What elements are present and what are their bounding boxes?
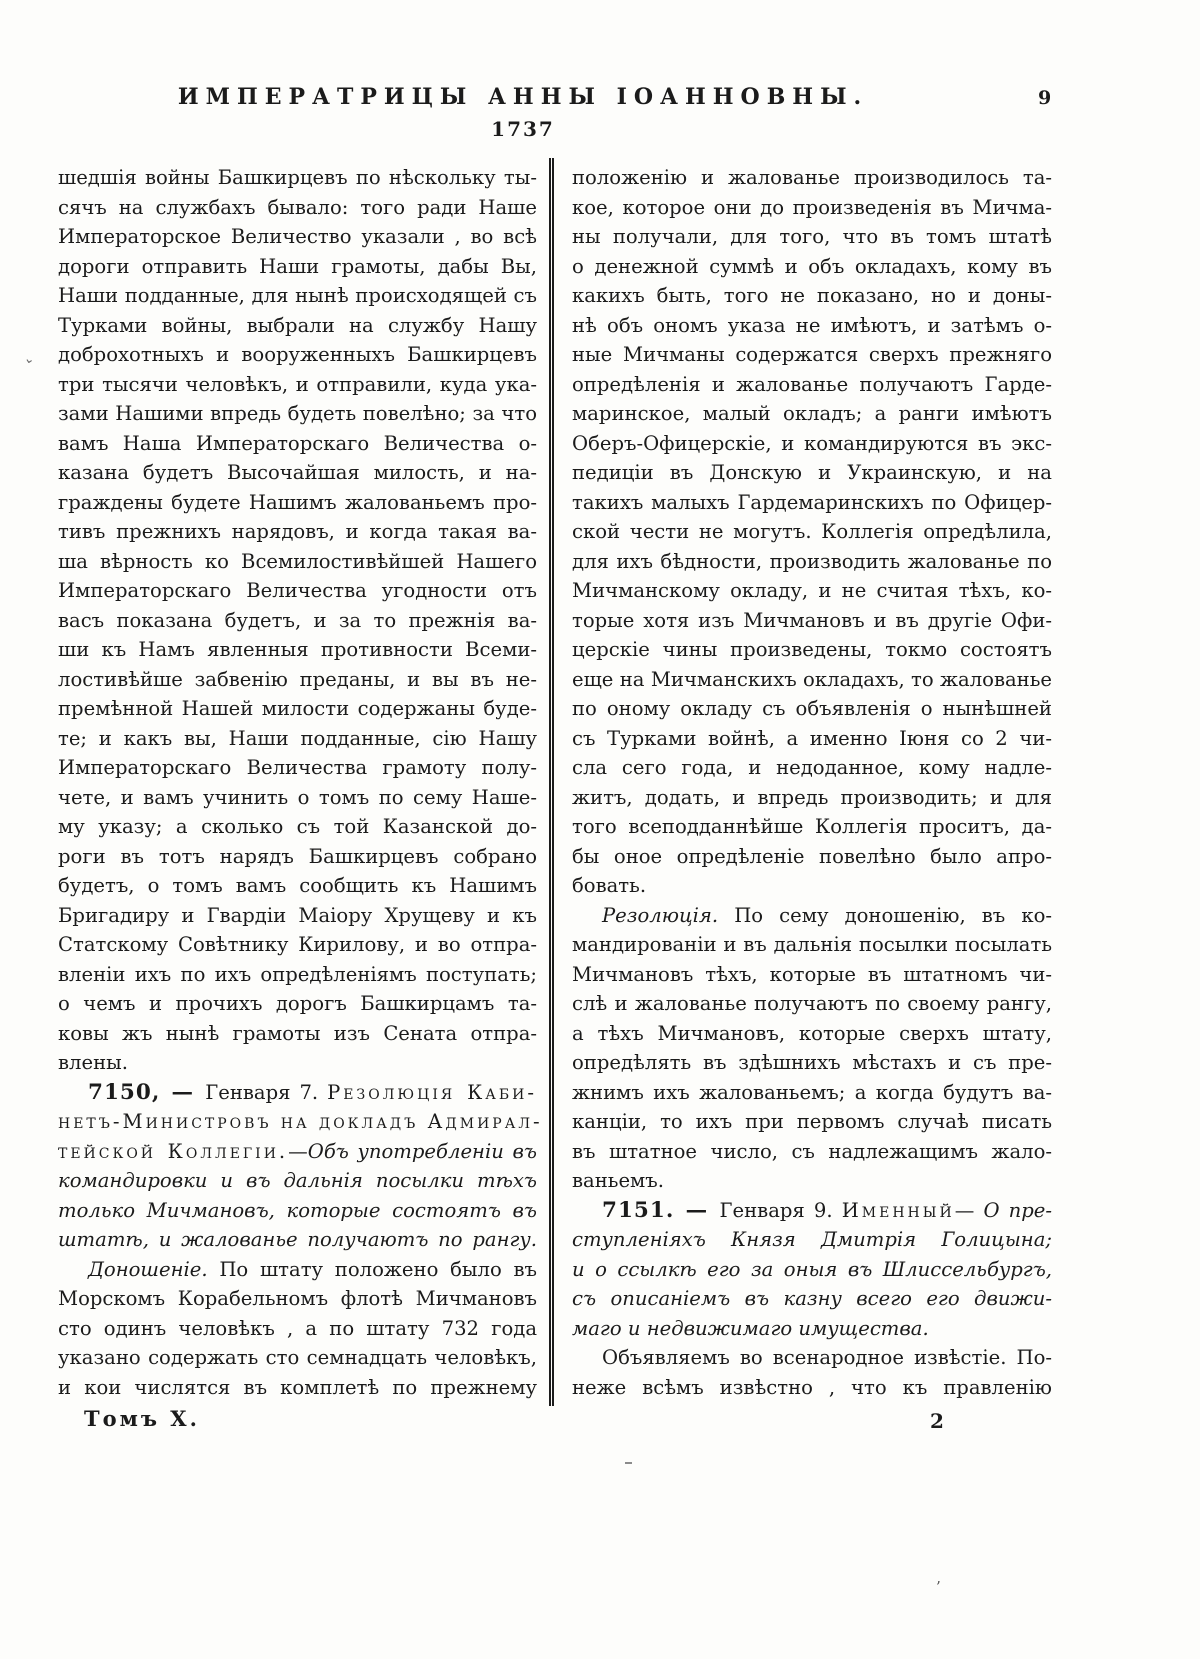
body-text: вамъ Наша Императорскаго Величества о- [58, 431, 537, 455]
body-text: те; и какъ вы, Наши подданные, сію Нашу [58, 726, 537, 750]
text-line [572, 1078, 1052, 1108]
text-line [572, 1019, 1052, 1049]
body-text: влены. [58, 1051, 128, 1074]
body-text: Оберъ-Офицерскіе, и командируются въ экс- [572, 431, 1052, 455]
text-line [572, 340, 1052, 370]
body-text: граждены будете Нашимъ жалованьемъ про- [58, 490, 537, 514]
text-line [572, 1314, 1052, 1344]
text-line [572, 281, 1052, 311]
italic-text: съ описаніемъ въ казну всего его движи- [572, 1287, 1052, 1310]
body-text: Турками войны, выбрали на службу Нашу [58, 313, 537, 337]
body-text: канціи, то ихъ при первомъ случаѣ писать [572, 1110, 1052, 1133]
text-line [572, 665, 1052, 695]
text-line [58, 1196, 537, 1226]
text-line [58, 163, 537, 193]
body-text: Императорскаго Величества грамоту полу- [58, 756, 537, 779]
body-text: Морскомъ Корабельномъ флотѣ Мичмановъ [58, 1287, 537, 1310]
text-line [58, 930, 537, 960]
text-line [58, 753, 537, 783]
text-line [58, 1078, 537, 1108]
text-line [58, 576, 537, 606]
entry-number: 7150, — [88, 1079, 206, 1105]
text-line [572, 606, 1052, 636]
text-line [58, 606, 537, 636]
body-text: жнимъ ихъ жалованьемъ; а когда будутъ ва- [572, 1080, 1052, 1104]
text-line [58, 252, 537, 282]
body-text: бы оное опредѣленіе повелѣно было апро- [572, 844, 1052, 868]
body-text: маринское, малый окладъ; а ранги имѣютъ [572, 402, 1052, 425]
body-text: церскіе чины произведены, токмо состоятъ [572, 638, 1052, 661]
text-line [58, 635, 537, 665]
text-line [572, 842, 1052, 872]
text-line [572, 930, 1052, 960]
volume-footer: Томъ X. [84, 1406, 200, 1431]
body-text: лостивѣйше забвенію преданы, и вы въ не- [58, 667, 537, 691]
italic-text: командировки и въ дальнія посылки тѣхъ [58, 1169, 537, 1192]
text-line [58, 694, 537, 724]
text-line [572, 1225, 1052, 1255]
body-text: Императорское Величество указали , во всѣ [58, 225, 537, 248]
body-text: Генваря 9. [719, 1198, 842, 1222]
text-line [572, 783, 1052, 813]
year-heading: 1737 [491, 117, 555, 141]
running-header: ИМПЕРАТРИЦЫ АННЫ ІОАННОВНЫ. [177, 84, 869, 110]
text-line [58, 1255, 537, 1285]
body-text: шедшія войны Башкирцевъ по нѣскольку ты- [58, 166, 537, 189]
body-text: — [954, 1198, 984, 1222]
body-text: васъ показана будетъ, и за то прежнія ва- [58, 608, 537, 632]
body-text: зами Нашими впредь будеть повелѣно; за что [58, 402, 537, 425]
text-line [58, 842, 537, 872]
text-line [58, 1343, 537, 1373]
body-text: роги въ тотъ нарядъ Башкирцевъ собрано [58, 844, 537, 868]
text-line [58, 429, 537, 459]
body-text: нѣ объ ономъ указа не имѣютъ, и затѣмъ о- [572, 313, 1052, 337]
left-column-text [58, 163, 543, 1402]
text-line [58, 812, 537, 842]
text-line [572, 1048, 1052, 1078]
body-text: вленіи ихъ по ихъ опредѣленіямъ поступать; [58, 962, 537, 986]
column-divider [549, 158, 554, 1406]
text-line [58, 458, 537, 488]
body-text: ные Мичманы содержатся сверхъ прежняго [572, 343, 1052, 366]
body-text: ши къ Намъ явленныя противности Всеми- [58, 638, 537, 661]
body-text: сла сего года, и недоданное, кому надле- [572, 756, 1052, 779]
margin-annotation-mark: ⌄ [22, 351, 37, 368]
text-line [572, 193, 1052, 223]
text-line [572, 163, 1052, 193]
body-text: дороги отправить Наши грамоты, дабы Вы, [58, 254, 537, 278]
body-text: кое, которое они до произведенія въ Мичма- [572, 195, 1052, 219]
body-text: бовать. [572, 874, 647, 897]
body-text: житъ, додать, и впредь производить; и для [572, 785, 1052, 809]
text-line [58, 1284, 537, 1314]
text-line [58, 1225, 537, 1255]
italic-text: ступленіяхъ Князя Дмитрія Голицына; [572, 1228, 1052, 1251]
body-text: Мичманскому окладу, и не считая тѣхъ, ко- [572, 579, 1052, 602]
text-line [572, 547, 1052, 577]
text-line [572, 989, 1052, 1019]
body-text: о чемъ и прочихъ дорогъ Башкирцамъ та- [58, 992, 537, 1015]
entry-number: 7151. — [602, 1197, 720, 1223]
text-line [572, 694, 1052, 724]
text-line [58, 724, 537, 754]
body-text: чете, и вамъ учинить о томъ по сему Наше- [58, 785, 537, 809]
body-text: Объявляемъ во всенародное извѣстіе. По- [602, 1346, 1052, 1369]
body-text: по оному окладу съ объявленія о нынѣшней [572, 697, 1052, 720]
body-text: ковы жъ нынѣ грамоты изъ Сената отпра- [58, 1021, 537, 1045]
body-text: доброхотныхъ и вооруженныхъ Башкирцевъ [58, 343, 537, 366]
body-text: положенію и жалованье производилось та- [572, 166, 1052, 189]
text-line [572, 812, 1052, 842]
signature-mark: 2 [930, 1409, 944, 1433]
body-text: съ Турками войнѣ, а именно Іюня со 2 чи- [572, 726, 1052, 750]
text-line [58, 783, 537, 813]
italic-text: маго и недвижимаго имущества. [572, 1316, 929, 1340]
body-text: мандированіи и въ дальнія посылки посылать [572, 933, 1052, 956]
text-line [572, 370, 1052, 400]
text-line [58, 901, 537, 931]
body-text: ша вѣрность ко Всемилостивѣйшей Нашего [58, 549, 537, 573]
body-text: Статскому Совѣтнику Кирилову, и во отпра- [58, 933, 537, 956]
text-line [58, 311, 537, 341]
text-line [572, 1166, 1052, 1196]
text-line [58, 1373, 537, 1403]
body-text: му указу; а сколько съ той Казанской до- [58, 815, 537, 838]
text-line [58, 399, 537, 429]
body-text: сячъ на службахъ бывало: того ради Наше [58, 195, 537, 219]
body-text: указано содержать сто семнадцать человѣкъ, [58, 1346, 537, 1369]
body-text: — [288, 1139, 308, 1163]
body-text: казана будетъ Высочайшая милость, и на- [58, 461, 537, 484]
small-caps-text: Резолюція Каби- [327, 1080, 538, 1104]
text-line [572, 1373, 1052, 1403]
text-line [572, 960, 1052, 990]
italic-text: и о ссылкѣ его за оныя въ Шлиссельбургъ, [572, 1257, 1052, 1281]
text-line [58, 1048, 537, 1078]
text-line [572, 311, 1052, 341]
text-line [572, 429, 1052, 459]
page-number: 9 [1038, 87, 1052, 109]
body-text: въ штатное число, съ надлежащимъ жало- [572, 1139, 1052, 1163]
body-text: такихъ малыхъ Гардемаринскихъ по Офицер- [572, 490, 1052, 514]
text-line [58, 488, 537, 518]
text-line [572, 576, 1052, 606]
text-line [58, 1166, 537, 1196]
text-line [572, 1255, 1052, 1285]
body-text: того всеподданнѣйше Коллегія проситъ, да- [572, 815, 1052, 838]
text-line [572, 222, 1052, 252]
text-line [572, 488, 1052, 518]
body-text: По сему доношенію, въ ко- [734, 903, 1053, 927]
text-line [572, 635, 1052, 665]
body-text: Мичмановъ тѣхъ, которые въ штатномъ чи- [572, 962, 1052, 986]
body-text: какихъ быть, того не показано, но и доны- [572, 284, 1052, 307]
text-line [572, 517, 1052, 547]
scan-artifact-dash [625, 1462, 632, 1464]
body-text: премѣнной Нашей милости содержаны буде- [58, 697, 537, 720]
text-line [58, 665, 537, 695]
body-text: ской чести не могутъ. Коллегія опредѣлила, [572, 520, 1052, 543]
text-line [58, 1137, 537, 1167]
text-line [58, 871, 537, 901]
text-line [572, 1137, 1052, 1167]
text-line [58, 517, 537, 547]
body-text: для ихъ бѣдности, производить жалованье по [572, 549, 1052, 573]
body-text: По штату положено было въ [219, 1257, 537, 1281]
body-text: слѣ и жалованье получаютъ по своему рангу, [572, 992, 1052, 1015]
body-text: тивъ прежнихъ нарядовъ, и когда такая ва- [58, 520, 537, 543]
text-line [58, 1019, 537, 1049]
text-line [572, 901, 1052, 931]
text-line [572, 1196, 1052, 1226]
text-line [58, 340, 537, 370]
body-text: Наши подданные, для нынѣ происходящей съ [58, 284, 537, 307]
text-line [58, 1107, 543, 1137]
text-line [572, 1284, 1052, 1314]
text-line [572, 252, 1052, 282]
body-text: педиціи въ Донскую и Украинскую, и на [572, 461, 1052, 484]
body-text: ваньемъ. [572, 1169, 664, 1192]
text-line [572, 724, 1052, 754]
small-caps-text: нетъ-Министровъ на докладъ Адмирал- [58, 1110, 543, 1133]
body-text: неже всѣмъ извѣстно , что къ правленію [572, 1375, 1052, 1399]
body-text: Генваря 7. [205, 1080, 328, 1104]
body-text: будетъ, о томъ вамъ сообщить къ Нашимъ [58, 874, 537, 897]
italic-text: О пре- [983, 1198, 1052, 1222]
text-line [58, 193, 537, 223]
body-text: опредѣленія и жалованье получаютъ Гарде- [572, 372, 1052, 396]
body-text: еще на Мичманскихъ окладахъ, то жалованье [572, 667, 1052, 691]
body-text: сто одинъ человѣкъ , а по штату 732 года [58, 1316, 537, 1340]
text-line [572, 399, 1052, 429]
body-text: Бригадиру и Гвардіи Маіору Хрущеву и къ [58, 903, 537, 927]
body-text: и кои числятся въ комплетѣ по прежнему [58, 1375, 537, 1399]
right-column-text [572, 163, 1052, 1402]
italic-text: штатѣ, и жалованье получаютъ по рангу. [58, 1228, 537, 1251]
text-line [572, 1107, 1052, 1137]
small-caps-text: Именный [841, 1198, 955, 1222]
text-line [58, 547, 537, 577]
text-line [58, 989, 537, 1019]
italic-text: Объ употребленіи въ [307, 1139, 537, 1163]
text-line [58, 281, 537, 311]
body-text: торые хотя изъ Мичмановъ и въ другіе Офи- [572, 608, 1052, 632]
small-caps-text: тейской Коллегіи. [58, 1139, 289, 1163]
italic-text: только Мичмановъ, которые состоятъ въ [58, 1198, 537, 1222]
text-line [572, 458, 1052, 488]
text-line [58, 370, 537, 400]
text-line [58, 1314, 537, 1344]
text-line [572, 871, 1052, 901]
italic-text: Доношеніе. [88, 1257, 220, 1281]
body-text: а тѣхъ Мичмановъ, которые сверхъ штату, [572, 1021, 1052, 1045]
body-text: о денежной суммѣ и объ окладахъ, кому въ [572, 254, 1052, 278]
body-text: ны получали, для того, что въ томъ штатѣ [572, 225, 1052, 248]
text-line [58, 222, 537, 252]
italic-text: Резолюція. [602, 903, 735, 927]
scan-artifact-quote: ’ [936, 1578, 941, 1596]
text-line [572, 753, 1052, 783]
text-line [572, 1343, 1052, 1373]
body-text: опредѣлять въ здѣшнихъ мѣстахъ и съ пре- [572, 1051, 1052, 1074]
body-text: Императорскаго Величества угодности отъ [58, 579, 537, 602]
text-line [58, 960, 537, 990]
body-text: три тысячи человѣкъ, и отправили, куда ука- [58, 372, 537, 396]
